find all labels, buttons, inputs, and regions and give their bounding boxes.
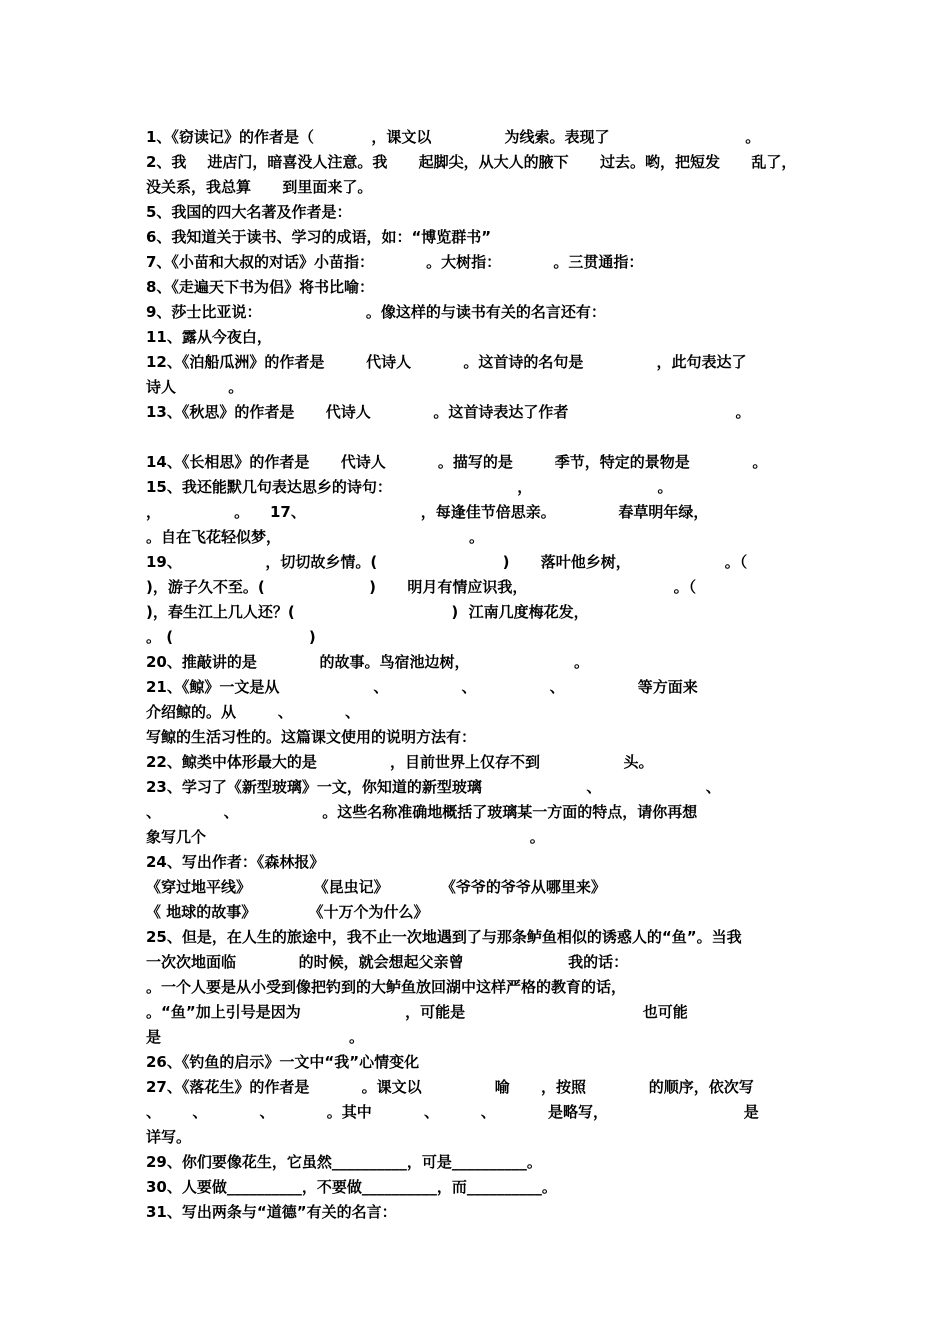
worksheet-line: 12、《泊船瓜洲》的作者是 代诗人 。这首诗的名句是 ，此句表达了 [146, 353, 747, 371]
worksheet-line: 20、推敲讲的是 的故事。鸟宿池边树， 。 [146, 653, 589, 671]
worksheet-line: 1、《窃读记》的作者是（ ，课文以 为线索。表现了 。 [146, 128, 761, 146]
worksheet-line: 11、露从今夜白， [146, 328, 272, 346]
worksheet-line: 30、人要做__________，不要做__________，而__________。 [146, 1178, 557, 1196]
worksheet-line: ， 。 17、 ，每逢佳节倍思亲。 春草明年绿， [146, 503, 709, 521]
worksheet-line: 是 。 [146, 1028, 364, 1046]
worksheet-line: 。“鱼”加上引号是因为 ，可能是 也可能 [146, 1003, 688, 1021]
worksheet-line: 6、我知道关于读书、学习的成语，如：“博览群书” [146, 228, 492, 246]
worksheet-line: 29、你们要像花生，它虽然__________，可是__________。 [146, 1153, 542, 1171]
worksheet-line: 2、我 进店门，暗喜没人注意。我 起脚尖，从大人的腋下 过去。哟，把短发 乱了， [146, 153, 797, 171]
worksheet-line: 写鲸的生活习性的。这篇课文使用的说明方法有： [146, 728, 477, 746]
worksheet-line: 14、《长相思》的作者是 代诗人 。描写的是 季节，特定的景物是 。 [146, 453, 768, 471]
worksheet-line: 31、写出两条与“道德”有关的名言： [146, 1203, 397, 1221]
worksheet-line: 13、《秋思》的作者是 代诗人 。这首诗表达了作者 。 [146, 403, 751, 421]
worksheet-line: 一次次地面临 的时候，就会想起父亲曾 我的话： [146, 953, 629, 971]
worksheet-line: 、 、 、 。其中 、 、 是略写， 是 [146, 1103, 759, 1121]
worksheet-line: 27、《落花生》的作者是 。课文以 喻 ，按照 的顺序，依次写 [146, 1078, 754, 1096]
worksheet-line: 15、我还能默几句表达思乡的诗句： ， 。 [146, 478, 673, 496]
worksheet-line: 21、《鲸》一文是从 、 、 、 等方面来 [146, 678, 698, 696]
worksheet-line: 8、《走遍天下书为侣》将书比喻： [146, 278, 374, 296]
worksheet-line: )，春生江上几人还？( ) 江南几度梅花发， [146, 603, 589, 621]
worksheet-line: 26、《钓鱼的启示》一文中“我”心情变化 [146, 1053, 420, 1071]
worksheet-line: 5、我国的四大名著及作者是： [146, 203, 352, 221]
worksheet-line: 没关系，我总算 到里面来了。 [146, 178, 373, 196]
worksheet-line: )，游子久不至。( ) 明月有情应识我， 。（ [146, 578, 697, 596]
worksheet-line: 详写。 [146, 1128, 192, 1146]
worksheet-line: 25、但是，在人生的旅途中，我不止一次地遇到了与那条鲈鱼相似的诱惑人的“鱼”。当我 [146, 928, 742, 946]
worksheet-line: 象写几个 。 [146, 828, 545, 846]
worksheet-line: 9、莎士比亚说： 。像这样的与读书有关的名言还有： [146, 303, 606, 321]
worksheet-line: 。一个人要是从小受到像把钓到的大鲈鱼放回湖中这样严格的教育的话， [146, 978, 627, 996]
worksheet-line: 7、《小苗和大叔的对话》小苗指： 。大树指： 。三贯通指： [146, 253, 644, 271]
worksheet-line: 《穿过地平线》 《昆虫记》 《爷爷的爷爷从哪里来》 [146, 878, 606, 896]
worksheet-line: 23、学习了《新型玻璃》一文，你知道的新型玻璃 、 、 [146, 778, 721, 796]
worksheet-line: 、 、 。这些名称准确地概括了玻璃某一方面的特点，请你再想 [146, 803, 698, 821]
worksheet-line: 诗人 。 [146, 378, 244, 396]
worksheet-line: 介绍鲸的。从 、 、 [146, 703, 360, 721]
worksheet-line: 22、鲸类中体形最大的是 ，目前世界上仅存不到 头。 [146, 753, 654, 771]
worksheet-line: 。 ( ) [146, 628, 316, 646]
worksheet-line: 19、 ，切切故乡情。( ) 落叶他乡树， 。（ [146, 553, 748, 571]
worksheet-line: 24、写出作者：《森林报》 [146, 853, 325, 871]
worksheet-line: 。自在飞花轻似梦， 。 [146, 528, 484, 546]
worksheet-line: 《 地球的故事》 《十万个为什么》 [146, 903, 429, 921]
